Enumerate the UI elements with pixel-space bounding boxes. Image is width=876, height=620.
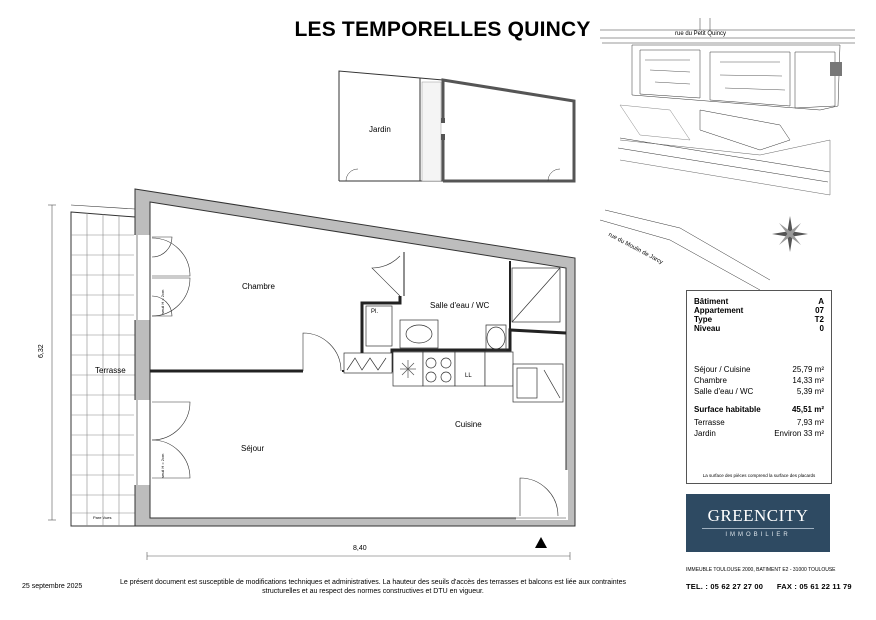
info-row-appartement: Appartement 07 bbox=[694, 306, 824, 315]
logo-subtitle: IMMOBILIER bbox=[725, 532, 791, 538]
info-row-area: Séjour / Cuisine 25,79 m² bbox=[694, 365, 824, 374]
logo-divider bbox=[702, 528, 814, 529]
company-phones: TEL. : 05 62 27 27 00 FAX : 05 61 22 11 79 bbox=[686, 582, 852, 591]
info-row-area: Salle d'eau / WC 5,39 m² bbox=[694, 387, 824, 396]
room-label-sejour: Séjour bbox=[241, 444, 265, 453]
compass-rose-icon bbox=[772, 216, 808, 252]
info-row-surface: Surface habitable 45,51 m² bbox=[694, 405, 824, 414]
info-row-jardin: Jardin Environ 33 m² bbox=[694, 429, 824, 438]
info-row-batiment: Bâtiment A bbox=[694, 297, 824, 306]
company-address: IMMEUBLE TOULOUSE 2000, BATIMENT E2 - 31000 TOULOUSE bbox=[686, 567, 836, 573]
street-label-side: rue du Moulin de Jarcy bbox=[607, 232, 664, 266]
logo-wordmark: GREENCITY bbox=[707, 506, 809, 525]
room-label-chambre: Chambre bbox=[242, 282, 275, 291]
dimension-height: 6,32 bbox=[38, 344, 45, 358]
seuil-note: seuil H = 2cm bbox=[160, 453, 165, 478]
page-title: LES TEMPORELLES QUINCY bbox=[294, 18, 591, 41]
pare-vues-note: Pare Vues bbox=[93, 515, 112, 520]
info-row-type: Type T2 bbox=[694, 315, 824, 324]
greencity-logo bbox=[686, 494, 830, 552]
room-label-salle-eau: Salle d'eau / WC bbox=[430, 301, 490, 310]
north-arrow-icon bbox=[535, 537, 547, 548]
info-footnote: La surface des pièces comprend la surface des placards bbox=[702, 473, 816, 478]
placard-label: Pl. bbox=[371, 309, 379, 315]
info-row-area: Chambre 14,33 m² bbox=[694, 376, 824, 385]
disclaimer-text: Le présent document est susceptible de modifications techniques et administratives. La hauteur des seuils d'accès des terrasses et balcons est liée aux contraintes structurelles et au respect des normes constructives et DTU en vigueur. bbox=[119, 579, 626, 595]
room-label-cuisine: Cuisine bbox=[455, 420, 482, 429]
laundry-label: LL bbox=[465, 373, 472, 379]
info-row-terrasse: Terrasse 7,93 m² bbox=[694, 418, 824, 427]
street-label-top: rue du Petit Quincy bbox=[675, 31, 727, 37]
info-row-niveau: Niveau 0 bbox=[694, 324, 824, 333]
apartment-info-box bbox=[686, 290, 832, 484]
room-label-terrasse: Terrasse bbox=[95, 366, 126, 375]
seuil-note: seuil H = 2cm bbox=[160, 289, 165, 314]
dimension-width: 8,40 bbox=[353, 545, 367, 552]
document-date: 25 septembre 2025 bbox=[22, 583, 83, 590]
room-label-jardin: Jardin bbox=[369, 125, 391, 134]
